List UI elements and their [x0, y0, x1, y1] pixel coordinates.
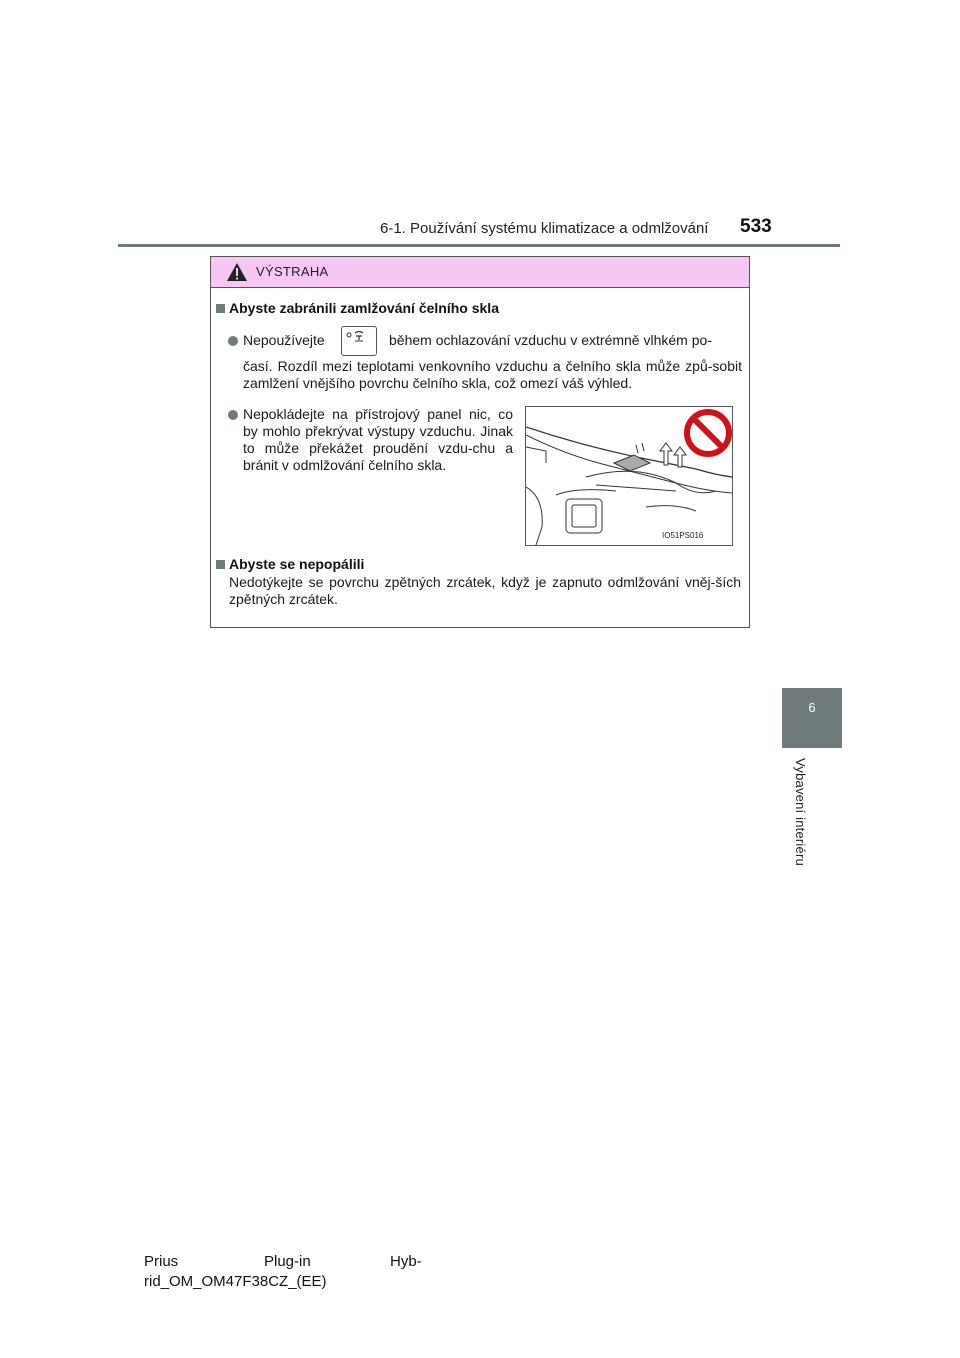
bullet-marker	[228, 336, 238, 346]
bullet-2-text: Nepokládejte na přístrojový panel nic, co by mohlo překrývat výstupy vzduchu. Jinak to může překážet proudění vzdu-chu a bránit v odmlžování čelního skla.	[243, 406, 513, 473]
bullet-1-text-start: Nepoužívejte	[243, 332, 325, 348]
chapter-number: 6	[808, 700, 816, 715]
footer-word-1: Prius	[144, 1253, 179, 1270]
chapter-title: Vybavení interiéru	[793, 758, 808, 866]
defog-button-icon	[341, 326, 377, 356]
footer-line-2: rid_OM_OM47F38CZ_(EE)	[144, 1273, 327, 1290]
warning-triangle-icon	[226, 262, 248, 282]
bullet-1-text-rest: časí. Rozdíl mezi teplotami venkovního vzduchu a čelního skla může způ-sobit zamlžení vnějšího povrchu čelního skla, což omezí váš výhled.	[243, 358, 742, 391]
chapter-tab	[782, 688, 842, 748]
header-divider	[118, 244, 840, 247]
section-heading-burns: Abyste se nepopálili	[229, 556, 365, 572]
section-heading-fog: Abyste zabránili zamlžování čelního skla	[229, 300, 499, 316]
illustration-code: IO51PS016	[662, 531, 704, 540]
warning-title: VÝSTRAHA	[256, 264, 329, 279]
page-number: 533	[740, 216, 772, 237]
section-marker	[216, 560, 225, 569]
footer-word-2: Plug-in	[264, 1253, 311, 1270]
bullet-1-text-mid: během ochlazování vzduchu v extrémně vlhkém po-	[389, 332, 712, 348]
dashboard-illustration	[525, 406, 733, 546]
document-id	[144, 1252, 422, 1292]
section-title: 6-1. Používání systému klimatizace a odmlžování	[380, 220, 709, 237]
footer-word-3: Hyb-	[390, 1253, 422, 1270]
section-marker	[216, 304, 225, 313]
section-burns-body: Nedotýkejte se povrchu zpětných zrcátek, když je zapnuto odmlžování vněj-ších zpětných zrcátek.	[229, 574, 741, 607]
bullet-marker	[228, 410, 238, 420]
